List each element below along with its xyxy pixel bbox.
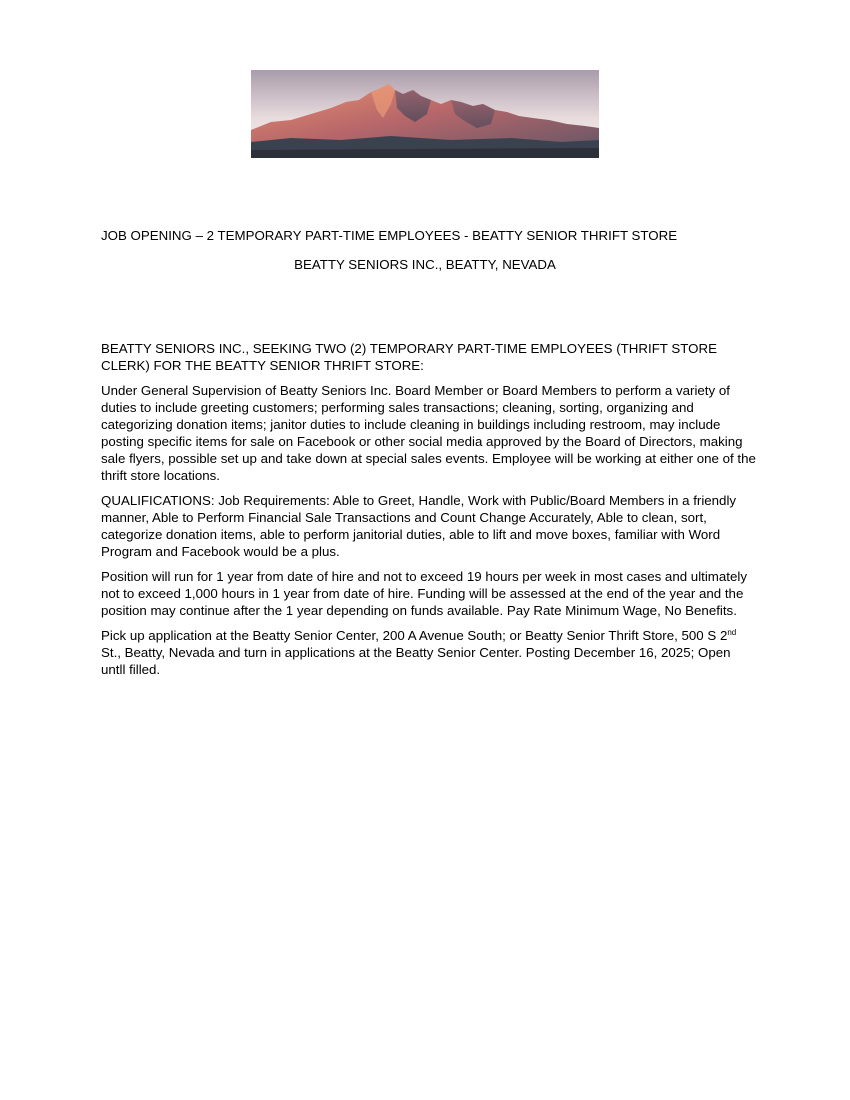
duties-paragraph: Under General Supervision of Beatty Seniors Inc. Board Member or Board Members to perform a variety of duties to include greeting customers; performing sales transactions; cleaning, sorting, organizing and categorizing donation items; janitor duties to include cleaning in buildings including restroom, may include posting specific items for sale on Facebook or other social media approved by the Board of Directors, making sale flyers, possible set up and take down at special sales events. Employee will be working at either one of the thrift store locations. bbox=[101, 383, 756, 483]
pickup-paragraph bbox=[101, 627, 756, 678]
position-paragraph: Position will run for 1 year from date of hire and not to exceed 19 hours per week in most cases and ultimately not to exceed 1,000 hours in 1 year from date of hire. Funding will be assessed at the end of the year and the position may continue after the 1 year depending on funds available. Pay Rate Minimum Wage, No Benefits. bbox=[101, 569, 747, 618]
job-title: JOB OPENING – 2 TEMPORARY PART-TIME EMPLOYEES - BEATTY SENIOR THRIFT STORE bbox=[101, 228, 678, 243]
pickup-text-part1: Pick up application at the Beatty Senior Center, 200 A Avenue South; or Beatty Senior Thrift Store, 500 S 2 bbox=[101, 628, 728, 643]
intro-paragraph: BEATTY SENIORS INC., SEEKING TWO (2) TEMPORARY PART-TIME EMPLOYEES (THRIFT STORE CLERK) FOR THE BEATTY SENIOR THRIFT STORE: bbox=[101, 341, 717, 373]
job-description bbox=[101, 340, 756, 686]
pickup-text-part2: St., Beatty, Nevada and turn in applications at the Beatty Senior Center. Posting December 16, 2025; Open untll filled. bbox=[101, 645, 731, 677]
qualifications-paragraph: QUALIFICATIONS: Job Requirements: Able to Greet, Handle, Work with Public/Board Members in a friendly manner, Able to Perform Financial Sale Transactions and Count Change Accurately, Able to clean, sort, categorize donation items, able to perform janitorial duties, able to lift and move boxes, familiar with Word Program and Facebook would be a plus. bbox=[101, 493, 737, 559]
mountain-panorama-image bbox=[251, 70, 599, 158]
organization-subtitle: BEATTY SENIORS INC., BEATTY, NEVADA bbox=[294, 257, 556, 272]
ordinal-suffix: nd bbox=[727, 628, 737, 637]
